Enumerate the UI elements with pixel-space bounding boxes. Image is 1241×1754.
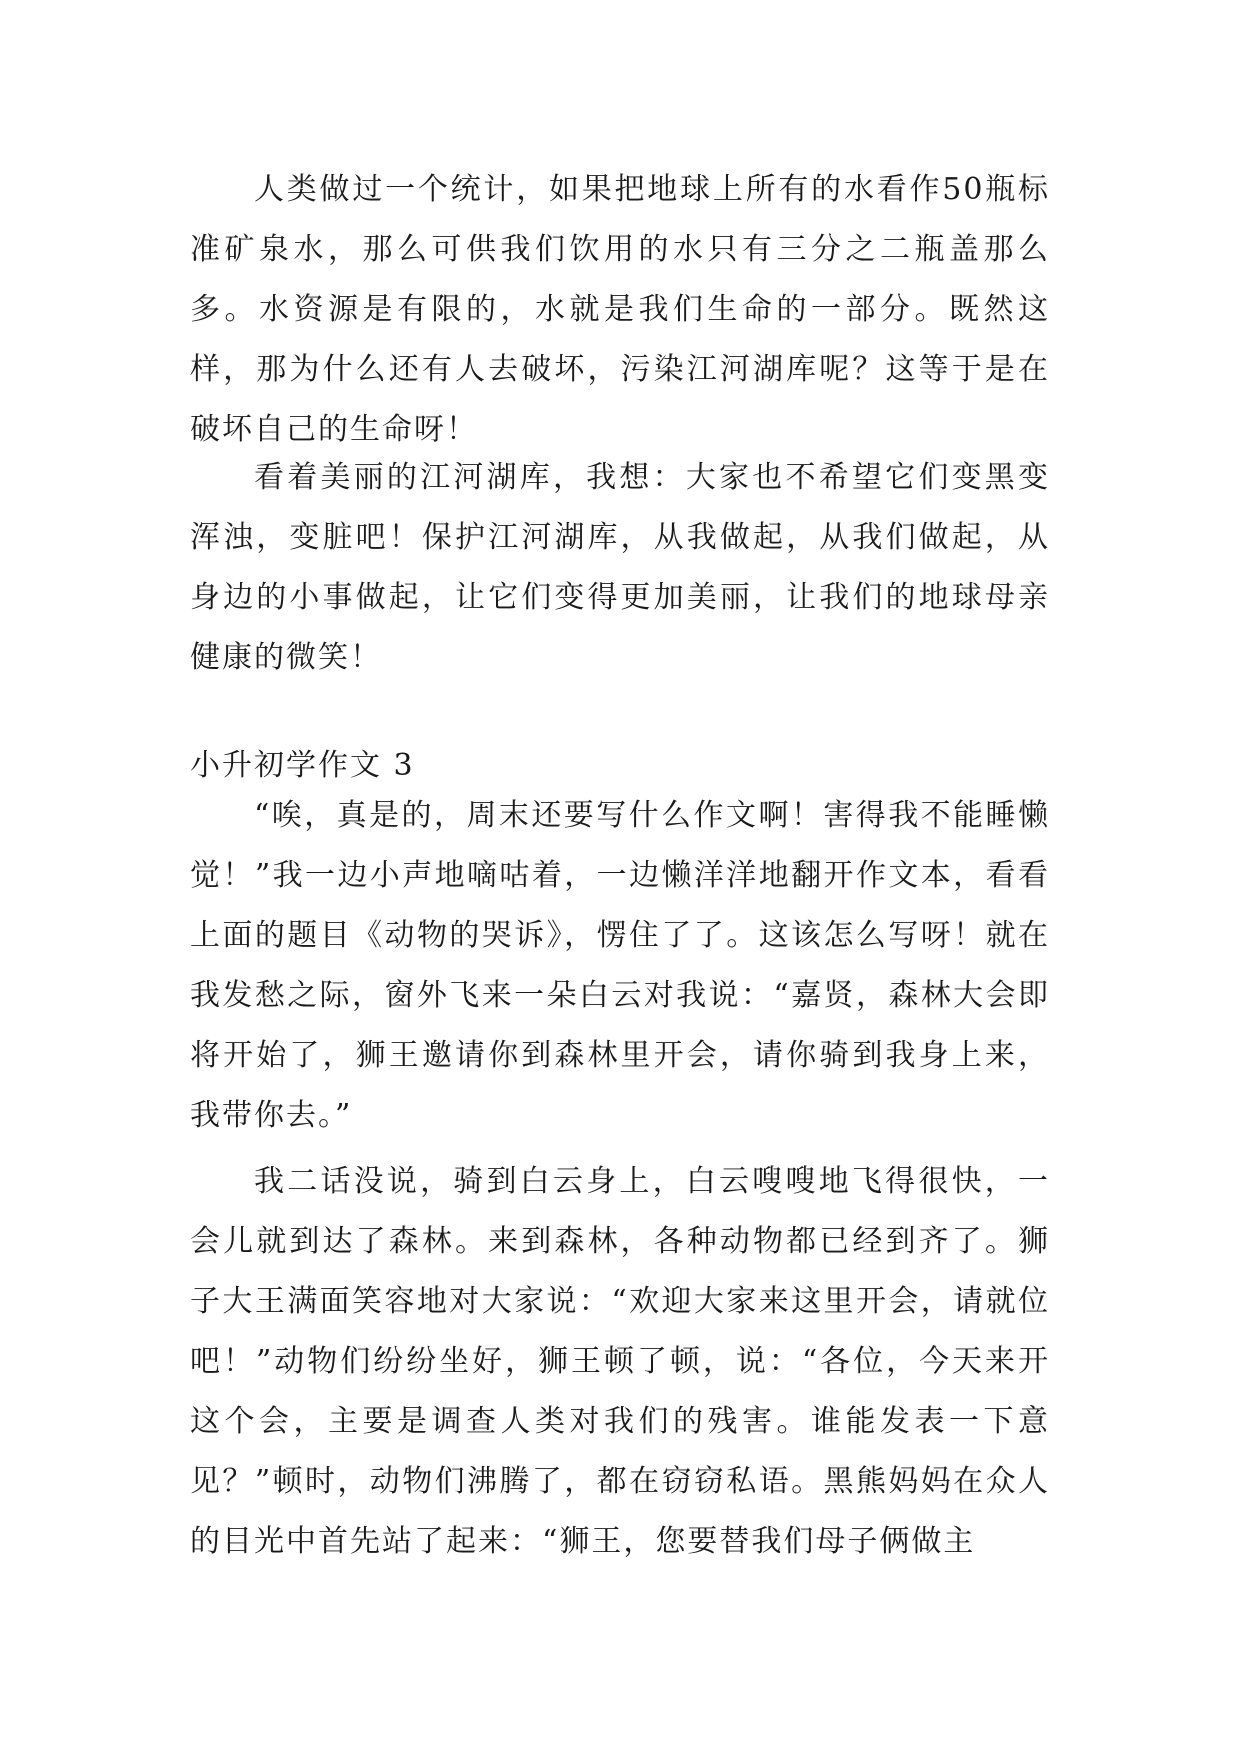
paragraph-water-statistics: 人类做过一个统计，如果把地球上所有的水看作50瓶标准矿泉水，那么可供我们饮用的水只有三分之二瓶盖那么多。水资源是有限的，水就是我们生命的一部分。既然这样，那为什么还有人去破坏，污染江河湖库呢？这等于是在破坏自己的生命呀！ xyxy=(190,172,1050,447)
paragraph-protect-rivers: 看着美丽的江河湖库，我想：大家也不希望它们变黑变浑浊，变脏吧！保护江河湖库，从我做起，从我们做起，从身边的小事做起，让它们变得更加美丽，让我们的地球母亲健康的微笑！ xyxy=(190,460,1050,675)
paragraph-forest-meeting: 我二话没说，骑到白云身上，白云嗖嗖地飞得很快，一会儿就到达了森林。来到森林，各种动物都已经到齐了。狮子大王满面笑容地对大家说：“欢迎大家来这里开会，请就位吧！”动物们纷纷坐好，狮王顿了顿，说：“各位，今天来开这个会，主要是调查人类对我们的残害。谁能发表一下意见？”顿时，动物们沸腾了，都在窃窃私语。黑熊妈妈在众人的目光中首先站了起来：“狮王，您要替我们母子俩做主 xyxy=(190,1164,1050,1559)
section-heading: 小升初学作文 3 xyxy=(190,748,415,783)
paragraph-block xyxy=(190,786,1050,1146)
paragraph-block xyxy=(190,160,1050,460)
paragraph-block xyxy=(190,1152,1050,1572)
paragraph-block xyxy=(190,448,1050,688)
paragraph-essay-intro: “唉，真是的，周末还要写什么作文啊！害得我不能睡懒觉！”我一边小声地嘀咕着，一边懒洋洋地翻开作文本，看看上面的题目《动物的哭诉》，愣住了了。这该怎么写呀！就在我发愁之际，窗外飞来一朵白云对我说：“嘉贤，森林大会即将开始了，狮王邀请你到森林里开会，请你骑到我身上来，我带你去。” xyxy=(190,798,1050,1133)
